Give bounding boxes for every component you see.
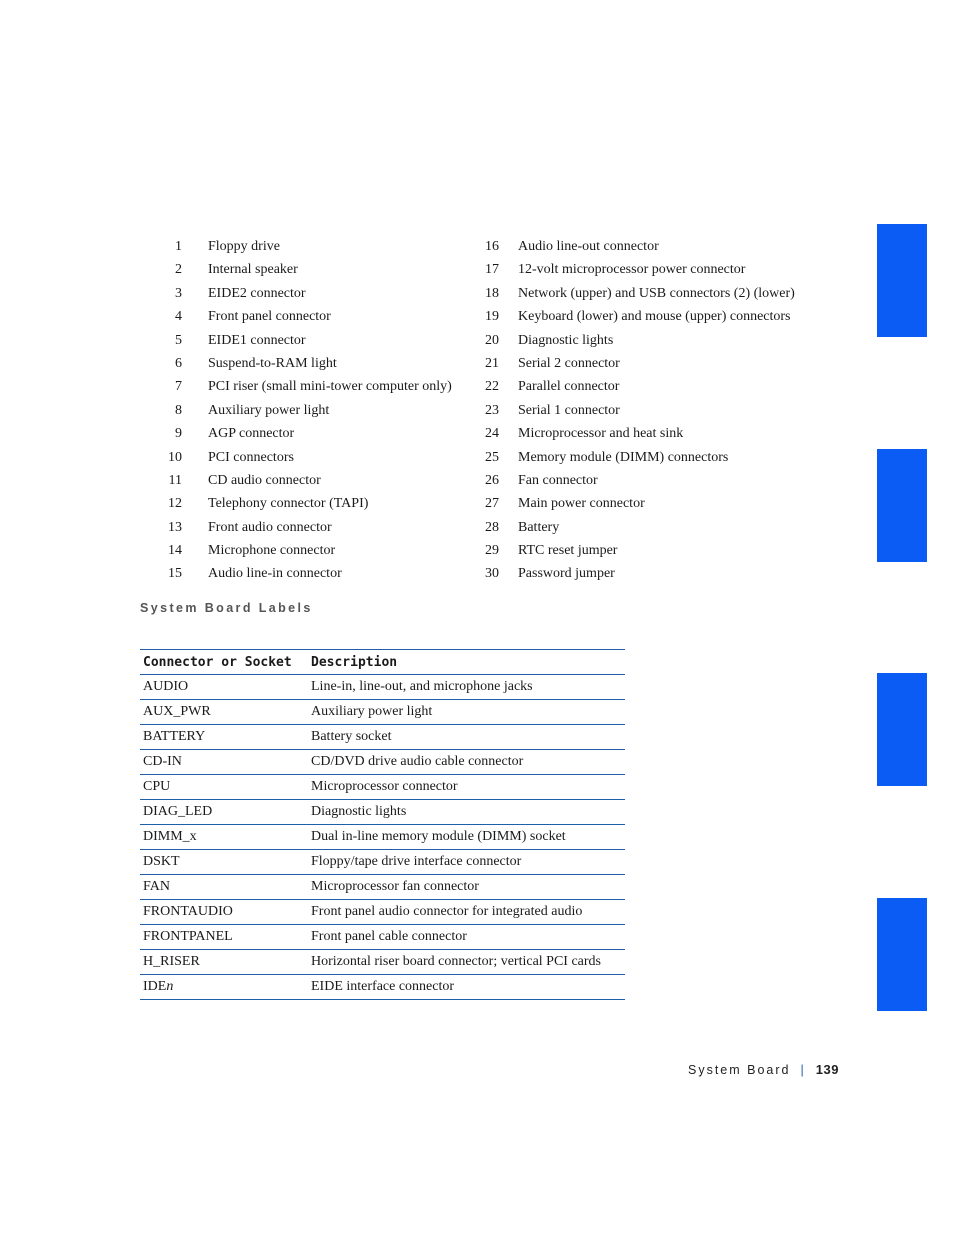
callout-number: 19 <box>485 309 499 325</box>
connector-cell <box>140 700 308 725</box>
callout-label: CD audio connector <box>208 472 321 488</box>
callout-number: 20 <box>485 332 499 348</box>
callout-item <box>470 305 830 328</box>
callout-label: 12-volt microprocessor power connector <box>518 262 746 278</box>
callout-item <box>160 235 470 258</box>
table-row <box>140 800 625 825</box>
connector-name: CPU <box>143 779 171 794</box>
table-row <box>140 775 625 800</box>
callout-number: 24 <box>485 426 499 442</box>
callout-label: Memory module (DIMM) connectors <box>518 449 729 465</box>
callout-label: Audio line-out connector <box>518 239 659 254</box>
connector-cell <box>140 925 308 950</box>
callout-number: 11 <box>168 472 182 488</box>
callout-item <box>470 446 830 469</box>
connector-cell <box>140 725 308 750</box>
callout-item <box>160 562 470 585</box>
callout-label: Front panel connector <box>208 309 331 325</box>
connector-name: AUDIO <box>143 679 189 694</box>
callout-label: Password jumper <box>518 566 615 582</box>
callout-item <box>470 539 830 562</box>
callout-number: 14 <box>168 543 182 559</box>
table-row <box>140 825 625 850</box>
footer-separator: | <box>800 1063 804 1077</box>
chapter-tab <box>877 449 927 562</box>
callout-item <box>470 516 830 539</box>
callout-number: 12 <box>168 496 182 512</box>
callout-label: Parallel connector <box>518 379 620 395</box>
callout-item <box>470 422 830 445</box>
callout-number: 23 <box>485 402 499 418</box>
callout-number: 29 <box>485 543 499 559</box>
callout-number: 16 <box>485 239 499 254</box>
callout-label: Diagnostic lights <box>518 332 614 348</box>
callout-number: 9 <box>175 426 182 442</box>
callout-number: 13 <box>168 519 182 535</box>
connector-cell <box>140 750 308 775</box>
callout-item <box>470 258 830 281</box>
connector-name: IDE <box>143 979 167 994</box>
callout-number: 10 <box>168 449 182 465</box>
callout-label: Serial 2 connector <box>518 355 620 371</box>
description-cell: Front panel cable connector <box>308 925 625 950</box>
page-footer <box>688 1062 839 1077</box>
callout-item <box>160 258 470 281</box>
callout-item <box>160 375 470 398</box>
connector-cell <box>140 800 308 825</box>
callout-number: 4 <box>175 309 182 325</box>
callout-label: Audio line-in connector <box>208 566 342 582</box>
connector-name: DSKT <box>143 854 180 869</box>
description-cell: Diagnostic lights <box>308 800 625 825</box>
connector-name: DIMM_x <box>143 829 197 844</box>
callout-column-left <box>160 235 470 586</box>
callout-item <box>160 282 470 305</box>
callout-label: Floppy drive <box>208 239 280 254</box>
description-cell: Microprocessor connector <box>308 775 625 800</box>
callout-label: Keyboard (lower) and mouse (upper) connectors <box>518 309 791 325</box>
callout-label: Serial 1 connector <box>518 402 620 418</box>
table-row <box>140 900 625 925</box>
connector-name: BATTERY <box>143 729 206 744</box>
callout-number: 1 <box>175 239 182 254</box>
callout-number: 28 <box>485 519 499 535</box>
description-cell: Floppy/tape drive interface connector <box>308 850 625 875</box>
connector-cell <box>140 775 308 800</box>
description-cell: Battery socket <box>308 725 625 750</box>
footer-chapter-title: System Board <box>688 1063 791 1077</box>
callout-item <box>470 235 830 258</box>
callout-number: 2 <box>175 262 182 278</box>
connector-name: FRONTPANEL <box>143 929 233 944</box>
table-row <box>140 700 625 725</box>
callout-item <box>470 352 830 375</box>
callout-label: PCI connectors <box>208 449 294 465</box>
table-row <box>140 950 625 975</box>
callout-item <box>160 446 470 469</box>
callout-number: 17 <box>485 262 499 278</box>
callout-item <box>470 492 830 515</box>
connector-cell <box>140 675 308 700</box>
connector-cell <box>140 975 308 1000</box>
callout-number: 27 <box>485 496 499 512</box>
callout-label: Suspend-to-RAM light <box>208 355 337 371</box>
table-row <box>140 675 625 700</box>
callout-item <box>470 375 830 398</box>
callout-item <box>160 492 470 515</box>
callout-number: 15 <box>168 566 182 582</box>
chapter-tab <box>877 898 927 1011</box>
callout-item <box>160 516 470 539</box>
column-header-connector: Connector or Socket <box>140 650 308 675</box>
connector-name: FAN <box>143 879 170 894</box>
connector-variable: n <box>166 979 174 994</box>
callout-label: Telephony connector (TAPI) <box>208 496 369 512</box>
callout-item <box>160 399 470 422</box>
connector-cell <box>140 900 308 925</box>
column-header-description: Description <box>308 650 625 675</box>
chapter-tab <box>877 224 927 337</box>
table-header-row <box>140 650 625 675</box>
callout-item <box>470 562 830 585</box>
page-number: 139 <box>815 1062 839 1077</box>
callout-number: 25 <box>485 449 499 465</box>
callout-label: Microprocessor and heat sink <box>518 426 684 442</box>
description-cell: Dual in-line memory module (DIMM) socket <box>308 825 625 850</box>
callout-label: Front audio connector <box>208 519 332 535</box>
connector-name: AUX_PWR <box>143 704 211 719</box>
table-row <box>140 750 625 775</box>
table-row <box>140 850 625 875</box>
section-title: System Board Labels <box>140 601 313 615</box>
description-cell: Line-in, line-out, and microphone jacks <box>308 675 625 700</box>
table-row <box>140 725 625 750</box>
connector-cell <box>140 875 308 900</box>
callout-item <box>160 329 470 352</box>
callout-number: 3 <box>175 285 182 301</box>
table-row <box>140 875 625 900</box>
callout-number: 6 <box>175 355 182 371</box>
table-row <box>140 975 625 1000</box>
callout-label: Main power connector <box>518 496 645 512</box>
callout-label: PCI riser (small mini-tower computer only) <box>208 379 452 395</box>
callout-item <box>470 329 830 352</box>
callout-label: RTC reset jumper <box>518 543 618 559</box>
callout-label: Battery <box>518 519 560 535</box>
connector-name: DIAG_LED <box>143 804 213 819</box>
callout-item <box>470 399 830 422</box>
system-board-labels-table <box>140 649 625 1000</box>
description-cell: EIDE interface connector <box>308 975 625 1000</box>
connector-cell <box>140 825 308 850</box>
callout-label: Internal speaker <box>208 262 298 278</box>
callout-label: EIDE2 connector <box>208 285 306 301</box>
callout-label: Fan connector <box>518 472 598 488</box>
callout-item <box>160 352 470 375</box>
callout-number: 30 <box>485 566 499 582</box>
description-cell: Auxiliary power light <box>308 700 625 725</box>
connector-cell <box>140 950 308 975</box>
description-cell: Microprocessor fan connector <box>308 875 625 900</box>
connector-name: FRONTAUDIO <box>143 904 233 919</box>
chapter-tab <box>877 673 927 786</box>
description-cell: Horizontal riser board connector; vertical PCI cards <box>308 950 625 975</box>
callout-number: 5 <box>175 332 182 348</box>
table-row <box>140 925 625 950</box>
connector-cell <box>140 850 308 875</box>
callout-item <box>160 539 470 562</box>
callout-number: 21 <box>485 355 499 371</box>
callout-item <box>470 469 830 492</box>
callout-label: EIDE1 connector <box>208 332 306 348</box>
callout-number: 18 <box>485 285 499 301</box>
description-cell: CD/DVD drive audio cable connector <box>308 750 625 775</box>
callout-item <box>160 305 470 328</box>
callout-label: Network (upper) and USB connectors (2) (lower) <box>518 285 795 301</box>
callout-label: Auxiliary power light <box>208 402 330 418</box>
callout-item <box>160 469 470 492</box>
callout-label: AGP connector <box>208 426 295 442</box>
callout-column-right <box>470 235 830 586</box>
connector-name: CD-IN <box>143 754 182 769</box>
callout-item <box>470 282 830 305</box>
callout-number: 22 <box>485 379 499 395</box>
connector-name: H_RISER <box>143 954 200 969</box>
callout-label: Microphone connector <box>208 543 336 559</box>
callout-number: 8 <box>175 402 182 418</box>
description-cell: Front panel audio connector for integrated audio <box>308 900 625 925</box>
callout-number: 7 <box>175 379 182 395</box>
callout-number: 26 <box>485 472 499 488</box>
callout-item <box>160 422 470 445</box>
